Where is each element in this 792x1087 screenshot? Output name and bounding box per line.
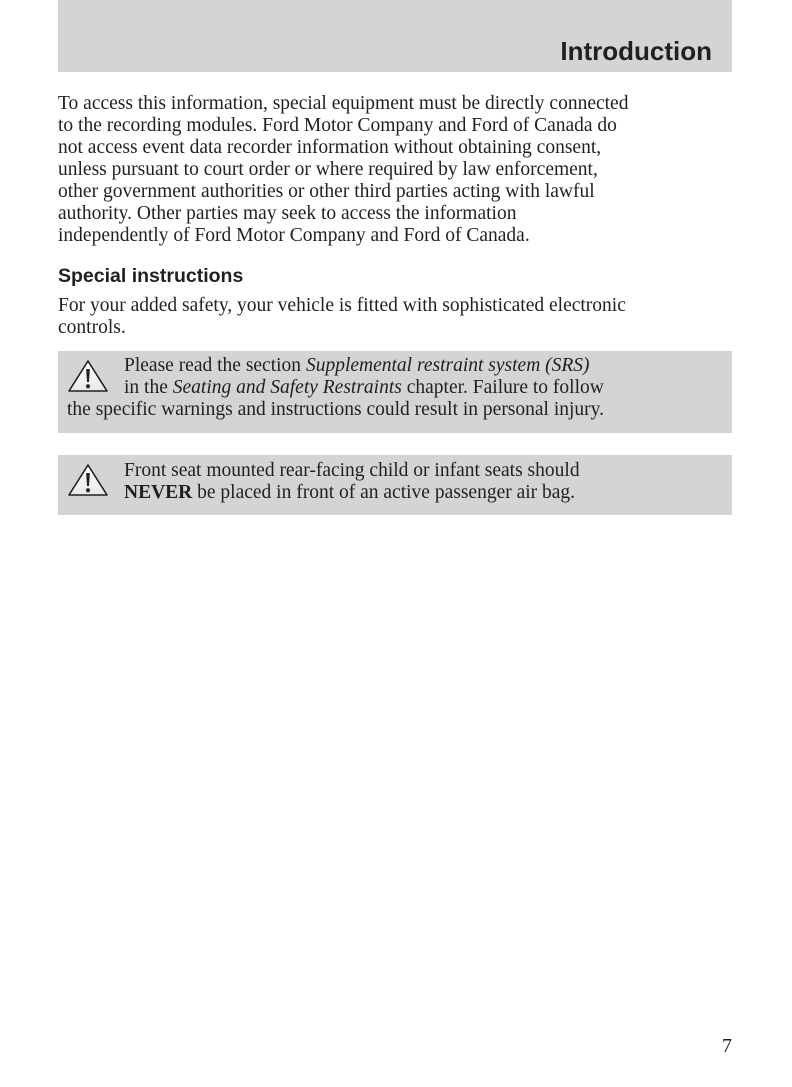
warning-box-child-seat [58, 455, 732, 515]
intro-line: not access event data recorder information without obtaining consent, [58, 137, 602, 158]
chapter-reference: Seating and Safety Restraints [172, 377, 402, 398]
paragraph-line: For your added safety, your vehicle is fitted with sophisticated electronic [58, 295, 626, 316]
warning-text-child-seat [67, 460, 722, 504]
intro-line: independently of Ford Motor Company and Ford of Canada. [58, 225, 530, 246]
intro-line: authority. Other parties may seek to access the information [58, 203, 517, 224]
section-heading: Special instructions [58, 265, 244, 287]
warning-text-srs [67, 355, 722, 421]
warning-text-plain: be placed in front of an active passenger air bag. [192, 482, 576, 503]
intro-paragraph [58, 93, 738, 247]
never-emphasis: NEVER [124, 482, 193, 503]
page-number: 7 [722, 1035, 732, 1057]
warning-text-plain: Please read the section [124, 355, 306, 376]
warning-line [67, 482, 722, 504]
chapter-title: Introduction [560, 36, 712, 66]
warning-box-srs [58, 351, 732, 433]
special-instructions-paragraph [58, 295, 738, 339]
chapter-header-bar [58, 0, 732, 72]
warning-line: Front seat mounted rear-facing child or infant seats should [124, 460, 580, 481]
intro-line: To access this information, special equipment must be directly connected [58, 93, 629, 114]
warning-text-plain: chapter. Failure to follow [401, 377, 604, 398]
warning-line [67, 355, 722, 377]
warning-line: the specific warnings and instructions could result in personal injury. [67, 399, 605, 420]
intro-line: unless pursuant to court order or where required by law enforcement, [58, 159, 598, 180]
paragraph-line: controls. [58, 317, 126, 338]
warning-line [67, 377, 722, 399]
srs-section-reference: Supplemental restraint system (SRS) [305, 355, 590, 376]
warning-text-plain: in the [124, 377, 173, 398]
intro-line: to the recording modules. Ford Motor Company and Ford of Canada do [58, 115, 617, 136]
intro-line: other government authorities or other third parties acting with lawful [58, 181, 595, 202]
